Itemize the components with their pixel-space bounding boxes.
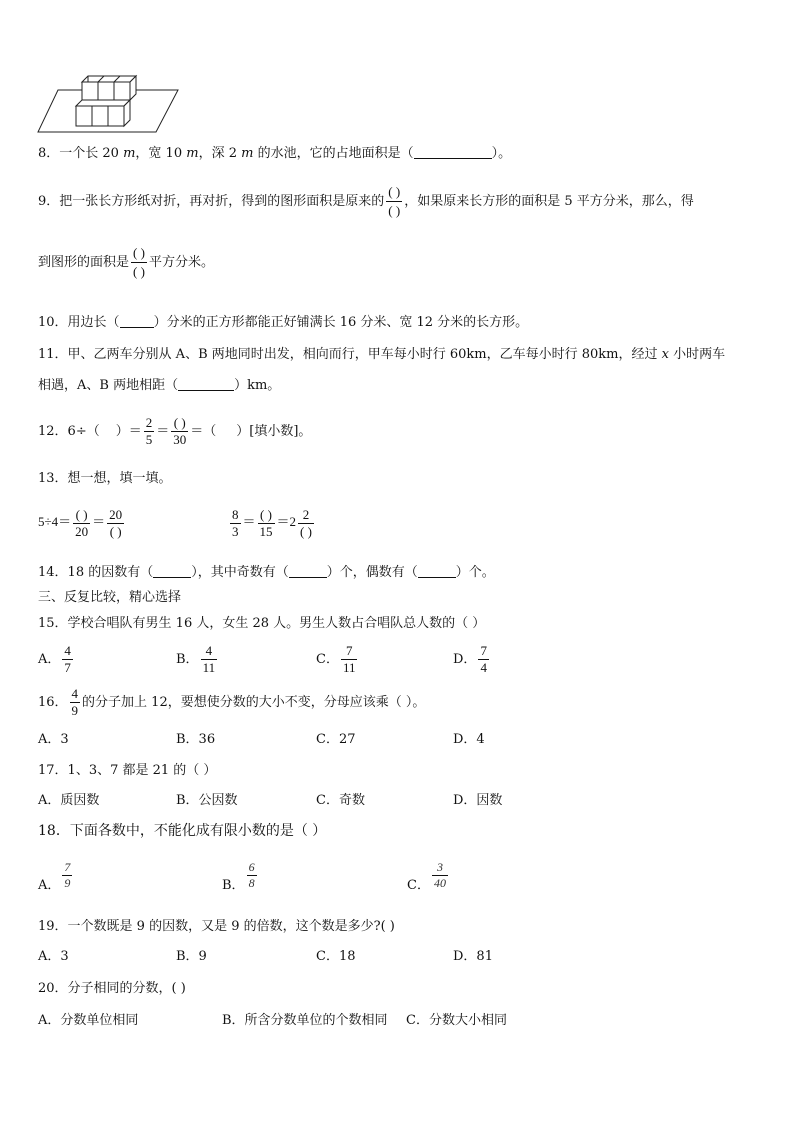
question-13-part-a: 5÷4＝ $\frac{( )}{20}$ ＝ $\frac{20}{( )}$ — [38, 506, 123, 539]
question-10: 10．用边长（ ）分米的正方形都能正好铺满长 16 分米、宽 12 分米的长方形。 — [38, 315, 529, 330]
option-d[interactable]: D．81 — [453, 949, 493, 964]
question-9-cont: 到图形的面积是 $\frac{( )}{( )}$ 平方分米。 — [38, 245, 214, 279]
question-13: 13．想一想，填一填。 — [38, 471, 172, 486]
option-b[interactable]: B．36 — [176, 732, 216, 747]
answer-blank[interactable] — [120, 315, 154, 328]
answer-blank[interactable] — [289, 565, 327, 578]
fraction-blank[interactable]: $\frac{( )}{20}$ — [75, 506, 89, 539]
option-d[interactable]: D．4 — [453, 732, 485, 747]
cube-stack-figure — [36, 70, 186, 136]
option-b[interactable]: B． $\frac{4}{11}$ — [176, 643, 216, 675]
question-19: 19．一个数既是 9 的因数，又是 9 的倍数，这个数是多少?( ) — [38, 919, 395, 934]
question-11: 11．甲、乙两车分别从 A、B 两地同时出发，相向而行，甲车每小时行 60km，乙车每小时行 80km，经过 x 小时两车 — [38, 347, 726, 362]
fraction-blank[interactable]: $\frac{( )}{15}$ — [259, 506, 273, 539]
section-heading: 三、反复比较，精心选择 — [38, 590, 182, 605]
question-13-part-b: $\frac{8}{3}$ ＝ $\frac{( )}{15}$ ＝2 $\frac{2}{( )}$ — [232, 506, 312, 539]
option-c[interactable]: C． $\frac{3}{40}$ — [407, 860, 446, 893]
option-a[interactable]: A． $\frac{4}{7}$ — [38, 643, 71, 675]
option-a[interactable]: A． $\frac{7}{9}$ — [38, 860, 71, 893]
fraction-blank[interactable]: $\frac{( )}{( )}$ — [388, 184, 401, 218]
question-11-cont: 相遇，A、B 两地相距（ ）km。 — [38, 378, 281, 393]
option-c[interactable]: C．18 — [316, 949, 356, 964]
fraction-blank[interactable]: $\frac{20}{( )}$ — [109, 506, 123, 539]
question-12: 12．6÷（ ）＝ $\frac{2}{5}$ ＝ $\frac{( )}{30}$ ＝（ ）[填小数]。 — [38, 415, 312, 447]
option-b[interactable]: B．公因数 — [176, 793, 238, 808]
question-15: 15．学校合唱队有男生 16 人，女生 28 人。男生人数占合唱队总人数的（ ） — [38, 616, 486, 631]
option-c[interactable]: C．分数大小相同 — [406, 1013, 507, 1028]
option-b[interactable]: B．所含分数单位的个数相同 — [222, 1013, 388, 1028]
option-c[interactable]: C．奇数 — [316, 793, 365, 808]
fraction-blank[interactable]: $\frac{( )}{( )}$ — [133, 245, 145, 279]
option-b[interactable]: B． $\frac{6}{8}$ — [222, 860, 255, 893]
option-a[interactable]: A．分数单位相同 — [38, 1013, 139, 1028]
question-8: 8．一个长 20 m，宽 10 m，深 2 m 的水池，它的占地面积是（ ）。 — [38, 146, 512, 161]
answer-blank[interactable] — [153, 565, 191, 578]
answer-blank[interactable] — [418, 565, 456, 578]
question-14: 14．18 的因数有（ ），其中奇数有（ ）个，偶数有（ ）个。 — [38, 565, 495, 580]
option-c[interactable]: C． $\frac{7}{11}$ — [316, 643, 356, 675]
question-16: 16． $\frac{4}{9}$ 的分子加上 12，要想使分数的大小不变，分母应该乘（ ）。 — [38, 686, 426, 718]
fraction-blank[interactable]: $\frac{2}{( )}$ — [300, 506, 312, 539]
question-17: 17．1、3、7 都是 21 的（ ） — [38, 763, 217, 778]
answer-blank[interactable] — [178, 378, 234, 391]
option-c[interactable]: C．27 — [316, 732, 356, 747]
fraction-2-5: $\frac{2}{5}$ — [145, 415, 153, 447]
fraction-4-9: $\frac{4}{9}$ — [71, 686, 79, 718]
option-a[interactable]: A．质因数 — [38, 793, 100, 808]
option-a[interactable]: A．3 — [38, 732, 69, 747]
option-b[interactable]: B．9 — [176, 949, 207, 964]
question-20: 20．分子相同的分数，( ) — [38, 981, 186, 996]
option-d[interactable]: D． $\frac{7}{4}$ — [453, 643, 487, 675]
option-a[interactable]: A．3 — [38, 949, 69, 964]
question-9: 9．把一张长方形纸对折，再对折，得到的图形面积是原来的 $\frac{( )}{( )}$ ，如果原来长方形的面积是 5 平方分米，那么，得 — [38, 184, 694, 218]
option-d[interactable]: D．因数 — [453, 793, 503, 808]
question-18: 18．下面各数中，不能化成有限小数的是（ ） — [38, 823, 327, 839]
answer-blank[interactable] — [414, 146, 492, 159]
fraction-blank-30[interactable]: $\frac{( )}{30}$ — [173, 415, 187, 447]
fraction-8-3: $\frac{8}{3}$ — [232, 506, 239, 539]
